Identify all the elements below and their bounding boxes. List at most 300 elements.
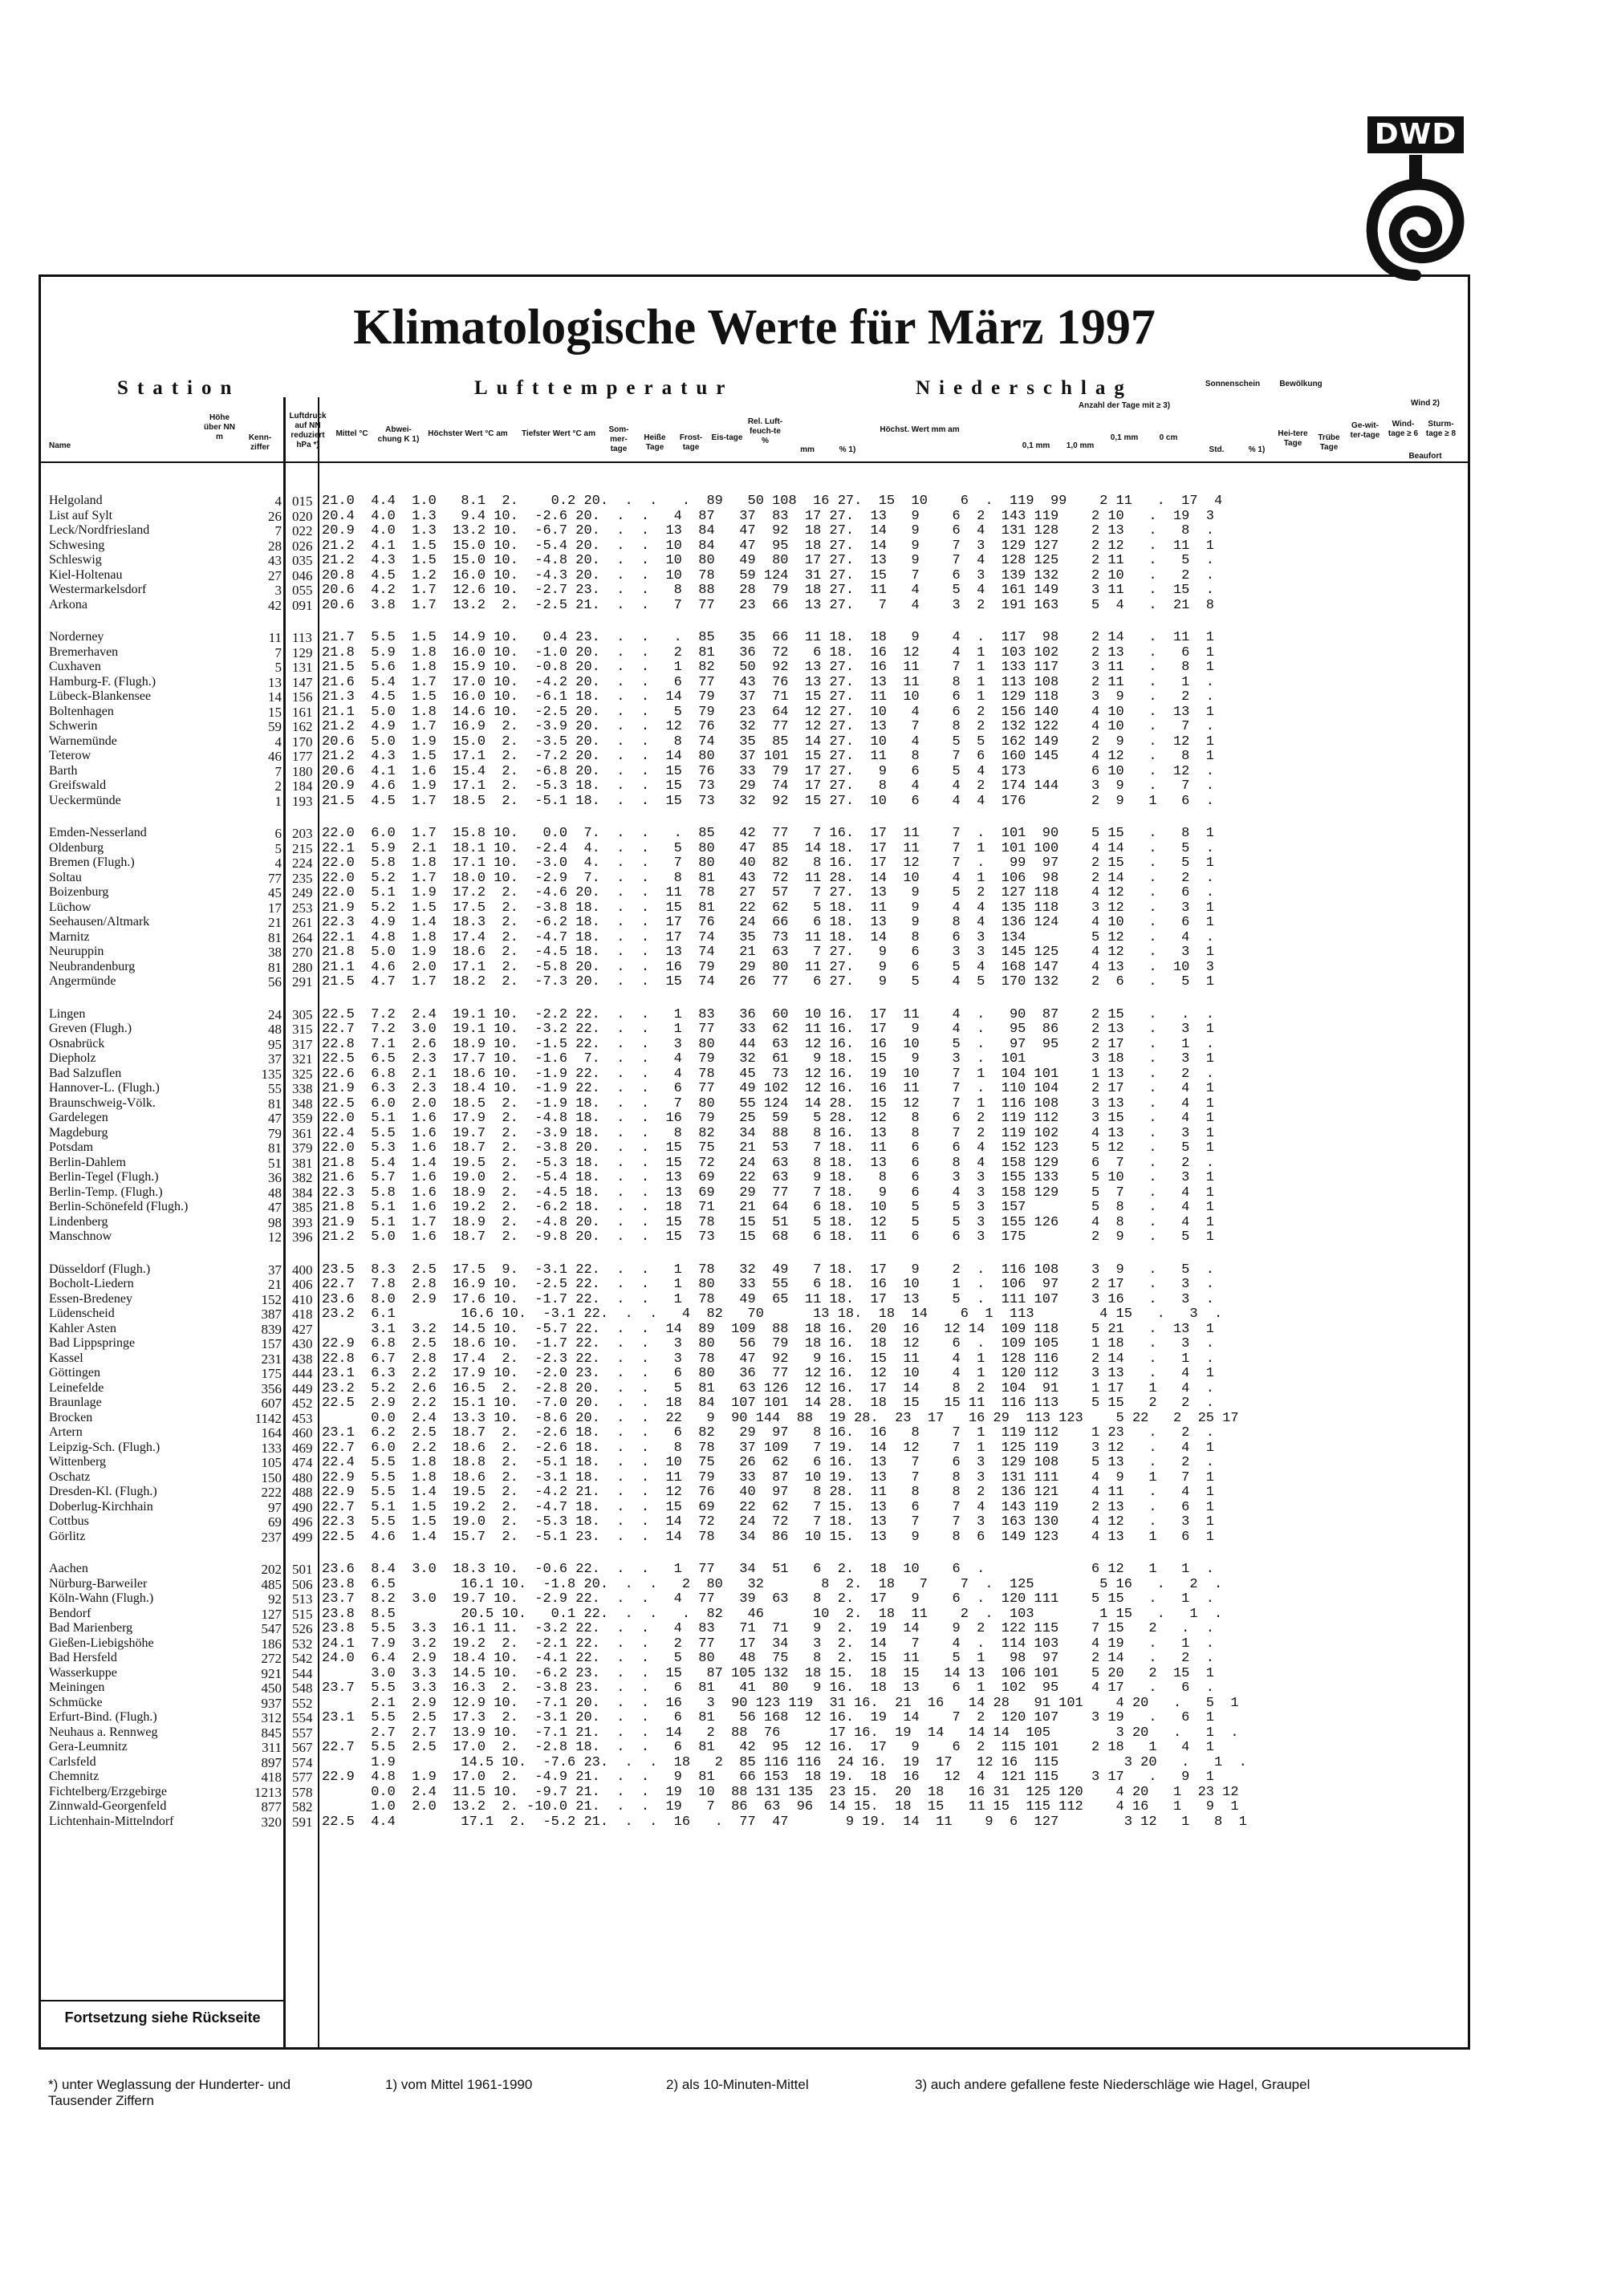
station-name: Westermarkelsdorf [49, 583, 147, 596]
table-row [49, 1696, 1461, 1711]
header-name: Name [49, 441, 71, 450]
station-height: 56 [268, 974, 282, 990]
station-code: 496 [292, 1514, 313, 1530]
station-code: 515 [292, 1606, 313, 1622]
station-name: Leinefelde [49, 1380, 104, 1395]
station-values: 0.0 2.4 13.3 10. -8.6 20. . . 22 9 90 144 88 19 28. 23 17 16 29 113 123 5 22 2 25 17 [322, 1410, 1239, 1426]
station-code: 325 [292, 1066, 313, 1082]
station-values: 23.8 5.5 3.3 16.1 11. -3.2 22. . . 4 83 71 71 9 2. 19 14 9 2 122 115 7 15 2 . . [322, 1621, 1214, 1636]
station-code: 557 [292, 1725, 313, 1741]
station-values: 1.9 14.5 10. -7.6 23. . . 18 2 85 116 116 24 16. 19 17 12 16 115 3 20 . 1 . [322, 1754, 1247, 1770]
station-code: 544 [292, 1665, 313, 1681]
table-row [49, 689, 1461, 705]
station-name: Lüdenscheid [49, 1306, 115, 1320]
table-row [49, 1441, 1461, 1456]
header-heisse-tage: Heiße Tage [644, 433, 666, 452]
station-height: 105 [261, 1455, 282, 1470]
station-code: 406 [292, 1277, 313, 1292]
station-height: 81 [268, 1140, 282, 1156]
table-row [49, 1680, 1461, 1696]
station-rows [49, 494, 1461, 1847]
station-height: 877 [261, 1799, 282, 1814]
station-values: 23.2 6.1 16.6 10. -3.1 22. . . 4 82 70 13 18. 18 14 6 1 113 4 15 . 3 . [322, 1306, 1223, 1322]
table-row [49, 630, 1461, 645]
station-code: 548 [292, 1680, 313, 1696]
station-values: 22.9 5.5 1.8 18.6 2. -3.1 18. . . 11 79 33 87 10 19. 13 7 8 3 131 111 4 9 1 7 1 [322, 1469, 1214, 1485]
station-name: Helgoland [49, 494, 103, 507]
station-code: 338 [292, 1081, 313, 1096]
station-height: 4 [274, 855, 282, 871]
station-block [49, 826, 1461, 990]
station-name: Lichtenhain-Mittelndorf [49, 1814, 174, 1828]
station-code: 055 [292, 583, 313, 598]
station-name: Seehausen/Altmark [49, 915, 150, 929]
table-row [49, 1621, 1461, 1636]
station-code: 567 [292, 1740, 313, 1755]
station-height: 222 [261, 1485, 282, 1500]
table-row [49, 1396, 1461, 1411]
table-row [49, 1500, 1461, 1515]
table-row [49, 1710, 1461, 1725]
station-name: Brocken [49, 1410, 93, 1424]
station-code: 532 [292, 1636, 313, 1652]
station-code: 270 [292, 945, 313, 960]
station-name: Potsdam [49, 1140, 94, 1154]
station-code: 261 [292, 915, 313, 930]
table-row [49, 841, 1461, 856]
station-name: Doberlug-Kirchhain [49, 1499, 153, 1514]
station-height: 418 [261, 1770, 282, 1785]
station-height: 7 [274, 644, 282, 660]
table-row [49, 1037, 1461, 1052]
station-values: 21.3 4.5 1.5 16.0 10. -6.1 18. . . 14 79 37 71 15 27. 11 10 6 1 129 118 3 9 . 2 . [322, 689, 1214, 705]
station-height: 1213 [254, 1784, 282, 1800]
table-row [49, 1007, 1461, 1022]
station-code: 393 [292, 1214, 313, 1230]
station-code: 469 [292, 1440, 313, 1456]
station-name: Leipzig-Sch. (Flugh.) [49, 1440, 160, 1454]
station-name: Cottbus [49, 1514, 89, 1528]
station-height: 13 [268, 674, 282, 690]
table-row [49, 1755, 1461, 1770]
table-row [49, 705, 1461, 720]
station-block [49, 1007, 1461, 1245]
station-values: 21.2 4.9 1.7 16.9 2. -3.9 20. . . 12 76 32 77 12 27. 13 7 8 2 132 122 4 10 . 7 . [322, 719, 1214, 734]
station-code: 490 [292, 1499, 313, 1515]
climate-table-frame [39, 274, 1470, 2050]
station-name: Hannover-L. (Flugh.) [49, 1081, 160, 1095]
station-name: Köln-Wahn (Flugh.) [49, 1591, 154, 1605]
station-height: 1142 [254, 1410, 282, 1426]
station-name: Lübeck-Blankensee [49, 689, 152, 703]
station-height: 81 [268, 1095, 282, 1111]
station-code: 453 [292, 1410, 313, 1426]
station-values: 22.5 6.0 2.0 18.5 2. -1.9 18. . . 7 80 55 124 14 28. 15 12 7 1 116 108 3 13 . 4 1 [322, 1095, 1214, 1111]
station-name: Artern [49, 1425, 83, 1439]
station-height: 356 [261, 1380, 282, 1396]
station-name: Nürburg-Barweiler [49, 1576, 148, 1591]
table-row [49, 915, 1461, 930]
station-code: 400 [292, 1262, 313, 1278]
station-code: 385 [292, 1200, 313, 1215]
station-height: 6 [274, 826, 282, 841]
footnote-star: *) unter Weglassung der Hunderter- und Tausender Ziffern [48, 2077, 291, 2108]
station-height: 92 [268, 1591, 282, 1607]
station-name: Göttingen [49, 1366, 100, 1380]
station-code: 452 [292, 1396, 313, 1411]
table-row [49, 494, 1461, 509]
station-values: 23.8 6.5 16.1 10. -1.8 20. . . 2 80 32 8 2. 18 7 7 . 125 5 16 . 2 . [322, 1576, 1223, 1592]
station-values: 20.9 4.0 1.3 13.2 10. -6.7 20. . . 13 84 47 92 18 27. 14 9 6 4 131 128 2 13 . 8 . [322, 523, 1214, 538]
table-row [49, 568, 1461, 583]
station-name: Arkona [49, 597, 87, 612]
table-row [49, 749, 1461, 764]
station-name: Manschnow [49, 1229, 112, 1243]
station-values: 21.8 5.1 1.6 19.2 2. -6.2 18. . . 18 71 21 64 6 18. 10 5 5 3 157 5 8 . 4 1 [322, 1200, 1214, 1215]
station-name: Bocholt-Liedern [49, 1277, 134, 1290]
station-height: 51 [268, 1155, 282, 1171]
station-values: 20.9 4.6 1.9 17.1 2. -5.3 18. . . 15 73 29 74 17 27. 8 4 4 2 174 144 3 9 . 7 . [322, 778, 1214, 794]
station-name: Oldenburg [49, 840, 104, 855]
table-row [49, 719, 1461, 734]
station-code: 177 [292, 749, 313, 764]
header-mittel: Mittel °C [335, 429, 368, 438]
table-row [49, 930, 1461, 945]
table-row [49, 1229, 1461, 1245]
station-height: 11 [268, 630, 282, 645]
station-values: 22.7 7.2 3.0 19.1 10. -3.2 22. . . 1 77 33 62 11 16. 17 9 4 . 95 86 2 13 . 3 1 [322, 1022, 1214, 1037]
station-code: 046 [292, 567, 313, 583]
station-name: Lüchow [49, 900, 91, 914]
station-code: 280 [292, 959, 313, 975]
station-values: 21.5 5.6 1.8 15.9 10. -0.8 20. . . 1 82 50 92 13 27. 16 11 7 1 133 117 3 11 . 8 1 [322, 660, 1214, 675]
header-station: Station [117, 377, 241, 399]
station-height: 55 [268, 1081, 282, 1096]
station-values: 1.0 2.0 13.2 2. -10.0 21. . . 19 7 86 63 96 14 15. 18 15 11 15 115 112 4 16 1 9 1 [322, 1799, 1239, 1814]
station-values: 23.1 5.5 2.5 17.3 2. -3.1 20. . . 6 81 56 168 12 16. 19 14 7 2 120 107 3 19 . 6 1 [322, 1710, 1214, 1725]
table-row [49, 1725, 1461, 1741]
table-row [49, 1292, 1461, 1307]
station-values: 22.7 5.1 1.5 19.2 2. -4.7 18. . . 15 69 22 62 7 15. 13 6 7 4 143 119 2 13 . 6 1 [322, 1499, 1214, 1515]
footnote-1: 1) vom Mittel 1961-1990 [385, 2077, 533, 2092]
station-values: 21.2 4.3 1.5 17.1 2. -7.2 20. . . 14 80 37 101 15 27. 11 8 7 6 160 145 4 12 . 8 1 [322, 749, 1214, 764]
station-values: 22.1 4.8 1.8 17.4 2. -4.7 18. . . 17 74 35 73 11 18. 14 8 6 3 134 5 12 . 4 . [322, 929, 1214, 945]
station-name: Norderney [49, 630, 104, 644]
table-row [49, 1785, 1461, 1800]
station-height: 387 [261, 1306, 282, 1322]
station-values: 22.8 7.1 2.6 18.9 10. -1.5 22. . . 3 80 44 63 12 16. 16 10 5 . 97 95 2 17 . 1 . [322, 1036, 1214, 1052]
station-values: 3.0 3.3 14.5 10. -6.2 23. . . 15 87 105 132 18 15. 18 15 14 13 106 101 5 20 2 15 1 [322, 1665, 1214, 1681]
station-code: 591 [292, 1814, 313, 1830]
station-height: 150 [261, 1469, 282, 1485]
station-height: 43 [268, 553, 282, 568]
station-name: Warnemünde [49, 734, 117, 748]
header-beaufort: Beaufort [1408, 452, 1442, 461]
station-height: 21 [268, 1277, 282, 1292]
station-name: Wasserkuppe [49, 1665, 117, 1680]
station-values: 21.8 5.9 1.8 16.0 10. -1.0 20. . . 2 81 36 72 6 18. 16 12 4 1 103 102 2 13 . 6 1 [322, 644, 1214, 660]
station-values: 0.0 2.4 11.5 10. -9.7 21. . . 19 10 88 131 135 23 15. 20 18 16 31 125 120 4 20 1 23 12 [322, 1784, 1239, 1800]
station-name: Erfurt-Bind. (Flugh.) [49, 1710, 157, 1724]
header-hoehe: Höhe über NN m [204, 413, 235, 441]
station-code: 578 [292, 1784, 313, 1800]
station-name: Kahler Asten [49, 1321, 116, 1335]
header-t0cm: 0 cm [1159, 433, 1178, 442]
table-row [49, 1067, 1461, 1082]
station-code: 427 [292, 1321, 313, 1337]
station-name: Gera-Leumnitz [49, 1740, 128, 1753]
station-name: Carlsfeld [49, 1754, 96, 1769]
station-name: Kassel [49, 1351, 83, 1365]
station-height: 135 [261, 1066, 282, 1082]
header-sturmtage: Sturm-tage ≥ 8 [1425, 420, 1457, 438]
station-code: 382 [292, 1170, 313, 1185]
station-height: 98 [268, 1214, 282, 1230]
station-values: 20.6 3.8 1.7 13.2 2. -2.5 21. . . 7 77 23 66 13 27. 7 4 3 2 191 163 5 4 . 21 8 [322, 597, 1214, 613]
footnote-3: 3) auch andere gefallene feste Niederschläge wie Hagel, Graupel [915, 2077, 1310, 2092]
station-code: 180 [292, 763, 313, 779]
station-height: 231 [261, 1351, 282, 1367]
table-row [49, 974, 1461, 990]
station-code: 162 [292, 719, 313, 734]
station-height: 37 [268, 1262, 282, 1278]
station-code: 315 [292, 1022, 313, 1037]
header-niederschlag: Niederschlag [916, 377, 1133, 399]
station-values: 22.3 5.8 1.6 18.9 2. -4.5 18. . . 13 69 29 77 7 18. 9 6 4 3 158 129 5 7 . 4 1 [322, 1185, 1214, 1201]
station-code: 430 [292, 1336, 313, 1351]
station-name: Braunlage [49, 1396, 102, 1409]
table-row [49, 871, 1461, 886]
station-code: 249 [292, 885, 313, 900]
station-name: Magdeburg [49, 1125, 108, 1140]
station-name: Lindenberg [49, 1214, 108, 1229]
station-name: Marnitz [49, 929, 90, 944]
page-title: Klimatologische Werte für März 1997 [353, 300, 1156, 355]
station-values: 21.9 5.1 1.7 18.9 2. -4.8 20. . . 15 78 15 51 5 18. 12 5 5 3 155 126 4 8 . 4 1 [322, 1214, 1214, 1230]
station-values: 22.0 6.0 1.7 15.8 10. 0.0 7. . . . 85 42 77 7 16. 17 11 7 . 101 90 5 15 . 8 1 [322, 826, 1214, 841]
station-name: Braunschweig-Völk. [49, 1095, 156, 1110]
station-height: 47 [268, 1111, 282, 1126]
station-values: 21.5 4.5 1.7 18.5 2. -5.1 18. . . 15 73 32 92 15 27. 10 6 4 4 176 2 9 1 6 . [322, 793, 1214, 809]
station-name: Bad Lippspringe [49, 1336, 136, 1350]
station-values: 3.1 3.2 14.5 10. -5.7 22. . . 14 89 109 88 18 16. 20 16 12 14 109 118 5 21 . 13 1 [322, 1321, 1214, 1337]
station-height: 81 [268, 959, 282, 975]
station-name: Teterow [49, 749, 91, 762]
station-height: 46 [268, 749, 282, 764]
station-values: 24.0 6.4 2.9 18.4 10. -4.1 22. . . 5 80 48 75 8 2. 15 11 5 1 98 97 2 14 . 2 . [322, 1651, 1214, 1666]
station-block [49, 1562, 1461, 1829]
station-height: 7 [274, 763, 282, 779]
table-row [49, 794, 1461, 809]
header-ns-pct: % 1) [839, 445, 856, 454]
station-height: 17 [268, 900, 282, 916]
header-divider [41, 461, 1468, 463]
station-name: Essen-Bredeney [49, 1291, 132, 1306]
table-row [49, 660, 1461, 675]
station-height: 5 [274, 660, 282, 675]
station-name: Schmücke [49, 1695, 103, 1709]
table-row [49, 826, 1461, 841]
station-height: 937 [261, 1695, 282, 1711]
station-values: 22.3 4.9 1.4 18.3 2. -6.2 18. . . 17 76 24 66 6 18. 13 9 8 4 136 124 4 10 . 6 1 [322, 915, 1214, 930]
station-values: 22.7 5.5 2.5 17.0 2. -2.8 18. . . 6 81 42 95 12 16. 17 9 6 2 115 101 2 18 1 4 1 [322, 1740, 1214, 1755]
station-values: 22.7 6.0 2.2 18.6 2. -2.6 18. . . 8 78 37 109 7 19. 14 12 7 1 125 119 3 12 . 4 1 [322, 1440, 1214, 1456]
table-row [49, 645, 1461, 660]
header-lufttemperatur: Lufttemperatur [474, 377, 734, 399]
station-values: 21.1 5.0 1.8 14.6 10. -2.5 20. . . 5 79 23 64 12 27. 10 4 6 2 156 140 4 10 . 13 1 [322, 704, 1214, 720]
station-code: 480 [292, 1469, 313, 1485]
station-values: 21.2 4.1 1.5 15.0 10. -5.4 20. . . 10 84 47 95 18 27. 14 9 7 3 129 127 2 12 . 11 1 [322, 538, 1214, 554]
station-values: 22.0 5.3 1.6 18.7 2. -3.8 20. . . 15 75 21 53 7 18. 11 6 6 4 152 123 5 12 . 5 1 [322, 1140, 1214, 1156]
table-row [49, 1455, 1461, 1470]
station-height: 547 [261, 1621, 282, 1636]
table-row [49, 734, 1461, 750]
station-values: 23.2 5.2 2.6 16.5 2. -2.8 20. . . 5 81 63 126 12 16. 17 14 8 2 104 91 1 17 1 4 . [322, 1380, 1214, 1396]
station-values: 23.6 8.0 2.9 17.6 10. -1.7 22. . . 1 78 49 65 11 18. 17 13 5 . 111 107 3 16 . 3 . [322, 1291, 1214, 1307]
station-values: 23.6 8.4 3.0 18.3 10. -0.6 22. . . 1 77 34 51 6 2. 18 10 6 . 6 12 1 1 . [322, 1562, 1214, 1577]
station-values: 22.0 5.1 1.9 17.2 2. -4.6 20. . . 11 78 27 57 7 27. 13 9 5 2 127 118 4 12 . 6 . [322, 885, 1214, 900]
station-name: Cuxhaven [49, 660, 101, 673]
station-values: 23.1 6.2 2.5 18.7 2. -2.6 18. . . 6 82 29 97 8 16. 16 8 7 1 119 112 1 23 . 2 . [322, 1425, 1214, 1441]
station-name: Barth [49, 763, 78, 778]
header-kennziffer: Kenn-ziffer [248, 433, 272, 452]
station-name: Bremen (Flugh.) [49, 855, 135, 869]
station-code: 418 [292, 1306, 313, 1322]
station-values: 23.7 8.2 3.0 19.7 10. -2.9 22. . . 4 77 39 63 8 2. 17 9 6 . 120 111 5 15 . 1 . [322, 1591, 1214, 1607]
station-values: 20.8 4.5 1.2 16.0 10. -4.3 20. . . 10 78 59 124 31 27. 15 7 6 3 139 132 2 10 . 2 . [322, 567, 1214, 583]
station-height: 3 [274, 583, 282, 598]
station-height: 81 [268, 929, 282, 945]
station-name: Boltenhagen [49, 704, 114, 718]
station-height: 14 [268, 689, 282, 705]
station-name: Bendorf [49, 1606, 91, 1620]
table-row [49, 1666, 1461, 1681]
station-code: 317 [292, 1036, 313, 1052]
station-code: 015 [292, 494, 313, 509]
station-height: 320 [261, 1814, 282, 1830]
station-code: 501 [292, 1562, 313, 1577]
table-row [49, 1200, 1461, 1215]
header-tiefster-wert: Tiefster Wert °C am [522, 429, 595, 438]
station-values: 21.9 5.2 1.5 17.5 2. -3.8 18. . . 15 81 22 62 5 18. 11 9 4 4 135 118 3 12 . 3 1 [322, 900, 1214, 916]
station-code: 291 [292, 974, 313, 990]
station-name: Berlin-Schönefeld (Flugh.) [49, 1200, 189, 1213]
station-name: Neuruppin [49, 945, 104, 958]
table-row [49, 1111, 1461, 1126]
station-code: 381 [292, 1155, 313, 1171]
station-name: Dresden-Kl. (Flugh.) [49, 1485, 157, 1498]
header-frosttage: Frost-tage [679, 433, 703, 452]
header-hoechster-wert: Höchster Wert °C am [428, 429, 508, 438]
station-height: 2 [274, 778, 282, 794]
station-height: 38 [268, 945, 282, 960]
station-height: 152 [261, 1291, 282, 1307]
table-row [49, 1215, 1461, 1230]
station-name: Neubrandenburg [49, 959, 136, 973]
station-values: 22.0 5.1 1.6 17.9 2. -4.8 18. . . 16 79 25 59 5 28. 12 8 6 2 119 112 3 15 . 4 1 [322, 1111, 1214, 1126]
station-height: 845 [261, 1725, 282, 1741]
station-name: Boizenburg [49, 885, 109, 899]
station-name: Greifswald [49, 778, 107, 792]
station-code: 488 [292, 1485, 313, 1500]
station-code: 552 [292, 1695, 313, 1711]
table-row [49, 1170, 1461, 1185]
station-values: 21.6 5.4 1.7 17.0 10. -4.2 20. . . 6 77 43 76 13 27. 13 11 8 1 113 108 2 11 . 1 . [322, 674, 1214, 690]
station-name: Emden-Nesserland [49, 826, 147, 839]
station-code: 396 [292, 1229, 313, 1245]
station-name: Gießen-Liebigshöhe [49, 1636, 154, 1650]
station-name: Aachen [49, 1562, 88, 1575]
header-sonnenschein: Sonnenschein [1205, 380, 1261, 388]
station-height: 21 [268, 915, 282, 930]
station-height: 4 [274, 734, 282, 750]
station-values: 23.5 8.3 2.5 17.5 9. -3.1 22. . . 1 78 32 49 7 18. 17 9 2 . 116 108 3 9 . 5 . [322, 1262, 1214, 1278]
table-row [49, 1277, 1461, 1292]
dwd-logo-text: DWD [1367, 116, 1464, 153]
table-row [49, 1485, 1461, 1500]
station-name: Lingen [49, 1006, 86, 1021]
station-block [49, 630, 1461, 808]
table-row [49, 1770, 1461, 1785]
station-height: 133 [261, 1440, 282, 1456]
station-height: 839 [261, 1321, 282, 1337]
station-values: 22.6 6.8 2.1 18.6 10. -1.9 22. . . 4 78 45 73 12 16. 19 10 7 1 104 101 1 13 . 2 . [322, 1066, 1214, 1082]
station-name: Bad Marienberg [49, 1621, 133, 1635]
dwd-logo [1359, 116, 1472, 285]
station-height: 45 [268, 885, 282, 900]
station-values: 22.9 6.8 2.5 18.6 10. -1.7 22. . . 3 80 56 79 18 16. 18 12 6 . 109 105 1 18 . 3 . [322, 1336, 1214, 1351]
station-height: 79 [268, 1125, 282, 1141]
station-name: Berlin-Temp. (Flugh.) [49, 1185, 163, 1199]
table-row [49, 553, 1461, 568]
station-code: 091 [292, 597, 313, 613]
station-height: 15 [268, 704, 282, 720]
table-row [49, 1814, 1461, 1830]
table-row [49, 1607, 1461, 1622]
station-height: 450 [261, 1680, 282, 1696]
station-height: 36 [268, 1170, 282, 1185]
table-row [49, 1306, 1461, 1322]
table-row [49, 1096, 1461, 1111]
table-row [49, 1351, 1461, 1367]
station-height: 97 [268, 1499, 282, 1515]
station-name: Angermünde [49, 974, 116, 988]
table-row [49, 1156, 1461, 1171]
station-height: 175 [261, 1366, 282, 1381]
station-name: Oschatz [49, 1469, 91, 1484]
table-row [49, 1140, 1461, 1156]
station-height: 272 [261, 1651, 282, 1666]
station-height: 4 [274, 494, 282, 509]
station-values: 21.6 5.7 1.6 19.0 2. -5.4 18. . . 13 69 22 63 9 18. 8 6 3 3 155 133 5 10 . 3 1 [322, 1170, 1214, 1185]
station-name: Schwerin [49, 719, 98, 733]
station-code: 161 [292, 704, 313, 720]
station-name: Düsseldorf (Flugh.) [49, 1262, 151, 1276]
station-name: Osnabrück [49, 1036, 105, 1050]
header-t10: 1,0 mm [1066, 441, 1095, 450]
station-values: 22.7 7.8 2.8 16.9 10. -2.5 22. . . 1 80 33 55 6 18. 16 10 1 . 106 97 2 17 . 3 . [322, 1277, 1214, 1292]
table-row [49, 900, 1461, 916]
station-height: 26 [268, 508, 282, 524]
station-values: 22.4 5.5 1.8 18.8 2. -5.1 18. . . 10 75 26 62 6 16. 13 7 6 3 129 108 5 13 . 2 . [322, 1455, 1214, 1470]
station-values: 2.7 2.7 13.9 10. -7.1 21. . . 14 2 88 76 17 16. 19 14 14 14 105 3 20 . 1 . [322, 1725, 1239, 1741]
header-heitere: Hei-tere Tage [1278, 429, 1308, 448]
station-height: 127 [261, 1606, 282, 1622]
station-height: 311 [262, 1740, 282, 1755]
station-values: 21.2 5.0 1.6 18.7 2. -9.8 20. . . 15 73 15 68 6 18. 11 6 6 3 175 2 9 . 5 1 [322, 1229, 1214, 1245]
station-height: 69 [268, 1514, 282, 1530]
station-height: 12 [268, 1229, 282, 1245]
